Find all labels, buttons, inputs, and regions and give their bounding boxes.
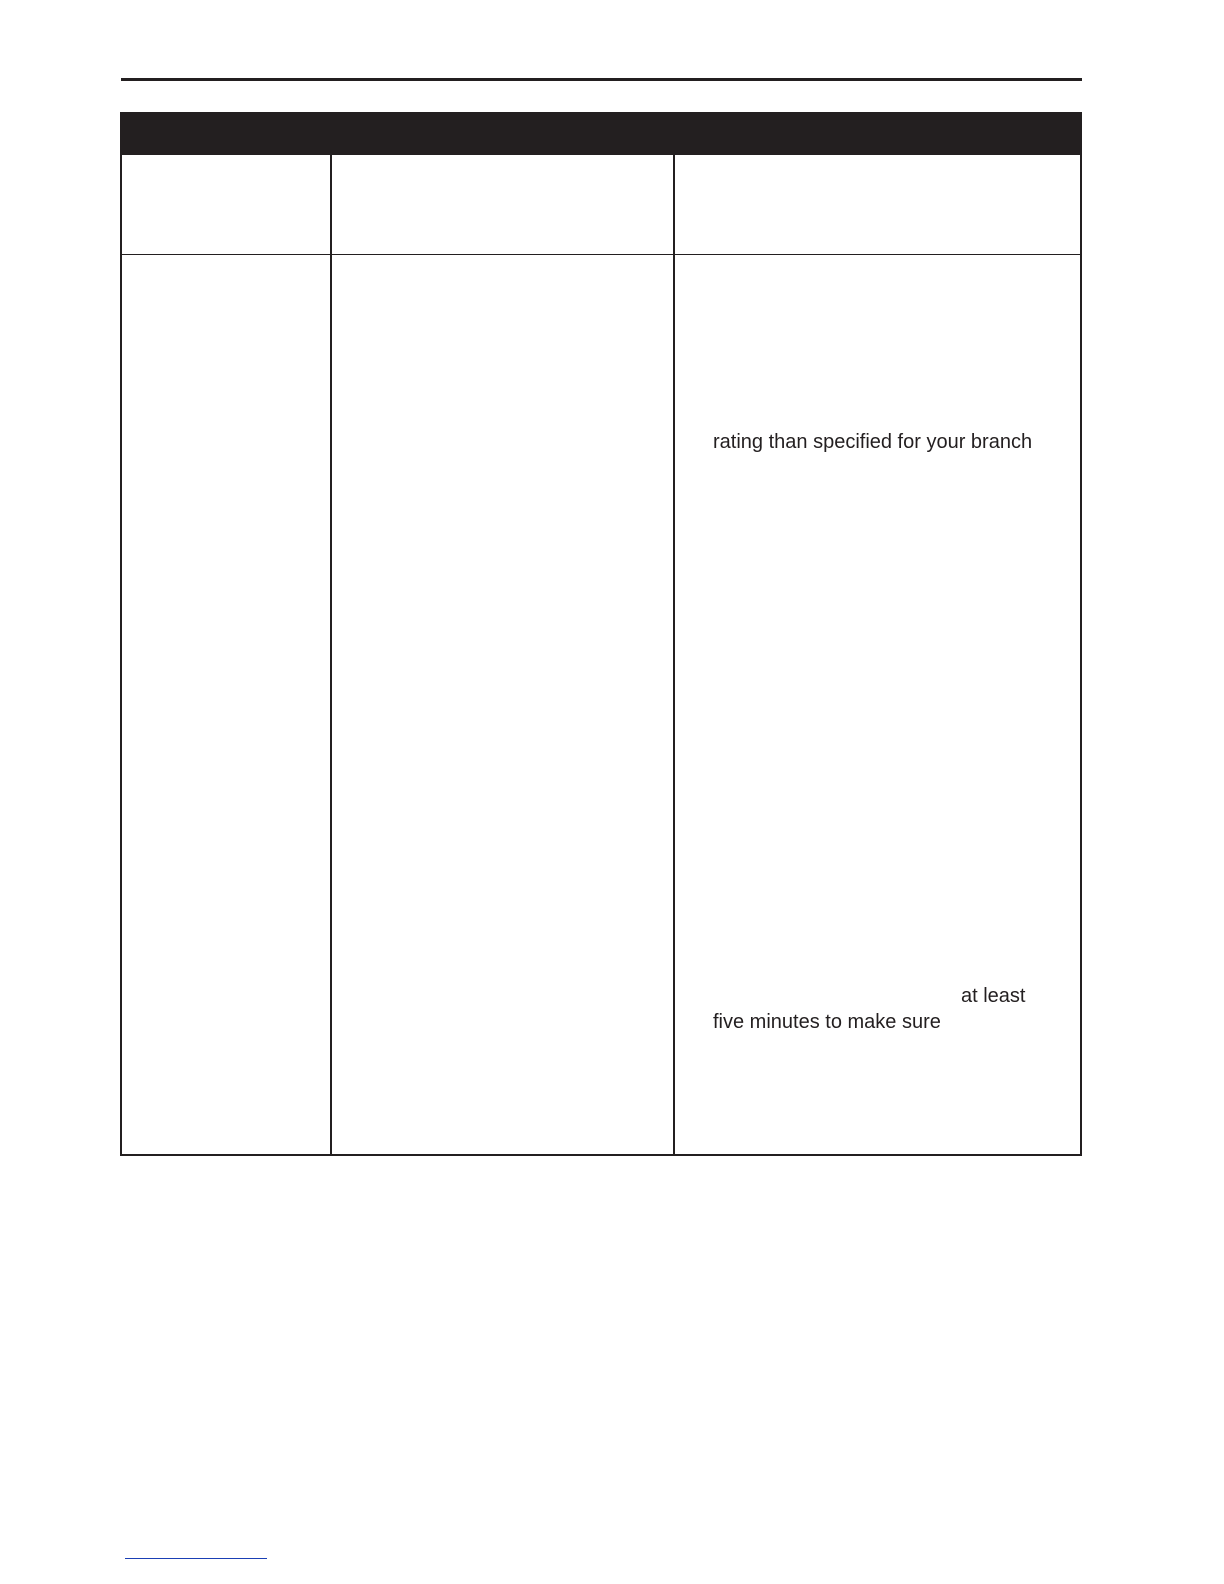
top-rule xyxy=(121,78,1082,81)
troubleshooting-table xyxy=(120,112,1082,1156)
table-header-bar xyxy=(122,114,1080,155)
row-divider xyxy=(122,254,1080,255)
solution-text-line-1: rating than specified for your branch xyxy=(713,431,1033,453)
solution-text-line-2: at least xyxy=(961,985,1026,1007)
footer-link-underline[interactable] xyxy=(125,1558,267,1559)
solution-text-line-3: five minutes to make sure xyxy=(713,1011,941,1033)
column-divider-2 xyxy=(673,155,675,1154)
column-divider-1 xyxy=(330,155,332,1154)
